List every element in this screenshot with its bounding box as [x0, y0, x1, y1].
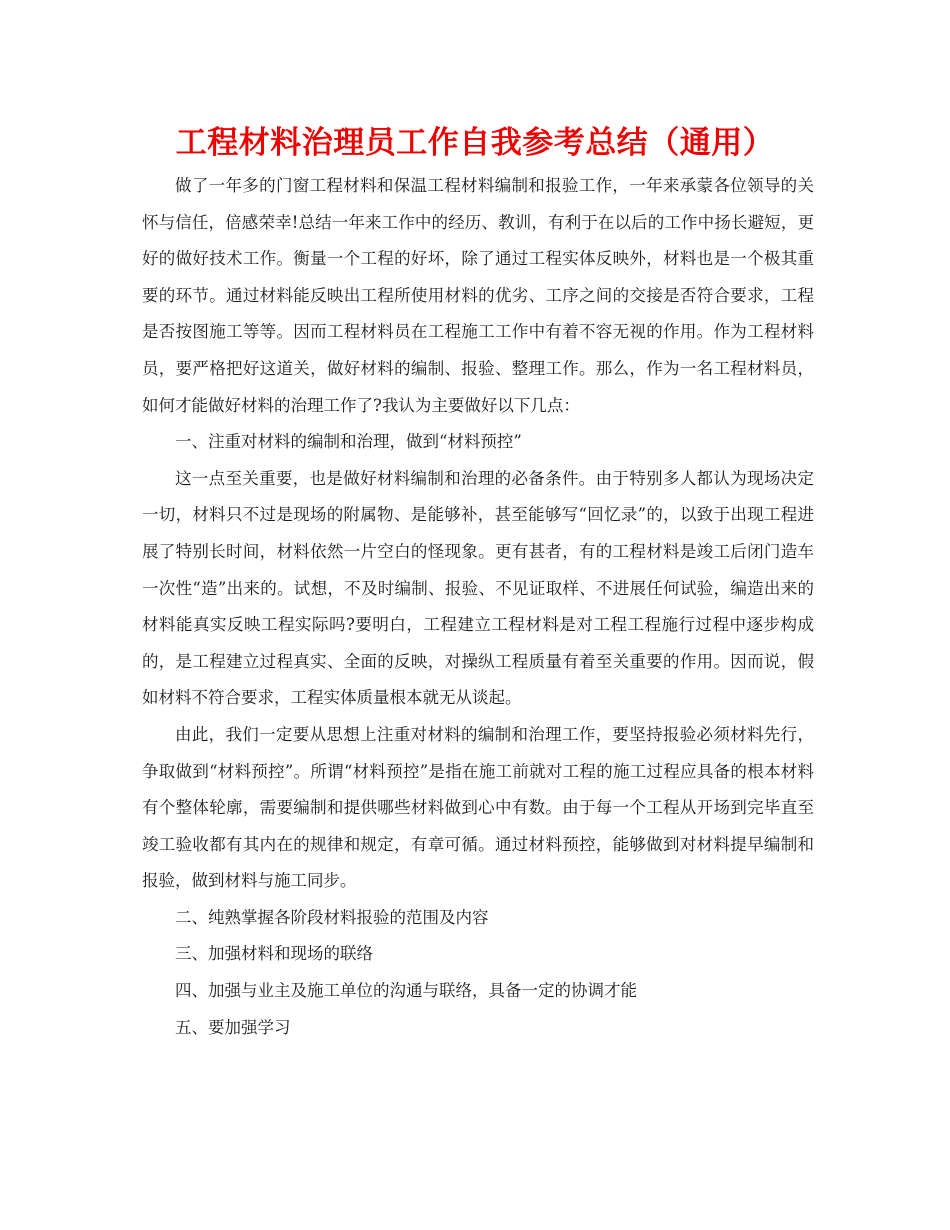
document-body	[142, 168, 814, 1046]
paragraph-intro: 做了一年多的门窗工程材料和保温工程材料编制和报验工作，一年来承蒙各位领导的关怀与信任，倍感荣幸!总结一年来工作中的经历、教训，有利于在以后的工作中扬长避短，更好的做好技术工作。衡量一个工程的好坏，除了通过工程实体反映外，材料也是一个极其重要的环节。通过材料能反映出工程所使用材料的优劣、工序之间的交接是否符合要求，工程是否按图施工等等。因而工程材料员在工程施工工作中有着不容无视的作用。作为工程材料员，要严格把好这道关，做好材料的编制、报验、整理工作。那么，作为一名工程材料员，如何才能做好材料的治理工作了?我认为主要做好以下几点：	[142, 176, 814, 415]
section-heading-2: 二、纯熟掌握各阶段材料报验的范围及内容	[175, 907, 489, 927]
paragraph-section-1-continued: 由此，我们一定要从思想上注重对材料的编制和治理工作，要坚持报验必须材料先行，争取做到“材料预控”。所谓“材料预控”是指在施工前就对工程的施工过程应具备的根本材料有个整体轮廓，需要编制和提供哪些材料做到心中有数。由于每一个工程从开场到完毕直至竣工验收都有其内在的规律和规定，有章可循。通过材料预控，能够做到对材料提早编制和报验，做到材料与施工同步。	[142, 724, 814, 891]
paragraph-section-1: 这一点至关重要，也是做好材料编制和治理的必备条件。由于特别多人都认为现场决定一切，材料只不过是现场的附属物、是能够补，甚至能够写“回忆录”的，以致于出现工程进展了特别长时间，材料依然一片空白的怪现象。更有甚者，有的工程材料是竣工后闭门造车一次性“造”出来的。试想，不及时编制、报验、不见证取样、不进展任何试验，编造出来的材料能真实反映工程实际吗?要明白，工程建立工程材料是对工程工程施行过程中逐步构成的，是工程建立过程真实、全面的反映，对操纵工程质量有着至关重要的作用。因而说，假如材料不符合要求，工程实体质量根本就无从谈起。	[142, 468, 814, 708]
section-heading-3: 三、加强材料和现场的联络	[175, 944, 373, 964]
section-heading-4: 四、加强与业主及施工单位的沟通与联络，具备一定的协调才能	[175, 981, 637, 1001]
section-heading-5: 五、要加强学习	[175, 1017, 291, 1037]
document-title: 工程材料治理员工作自我参考总结（通用）	[175, 125, 775, 161]
section-heading-1: 一、注重对材料的编制和治理，做到“材料预控”	[175, 432, 522, 452]
